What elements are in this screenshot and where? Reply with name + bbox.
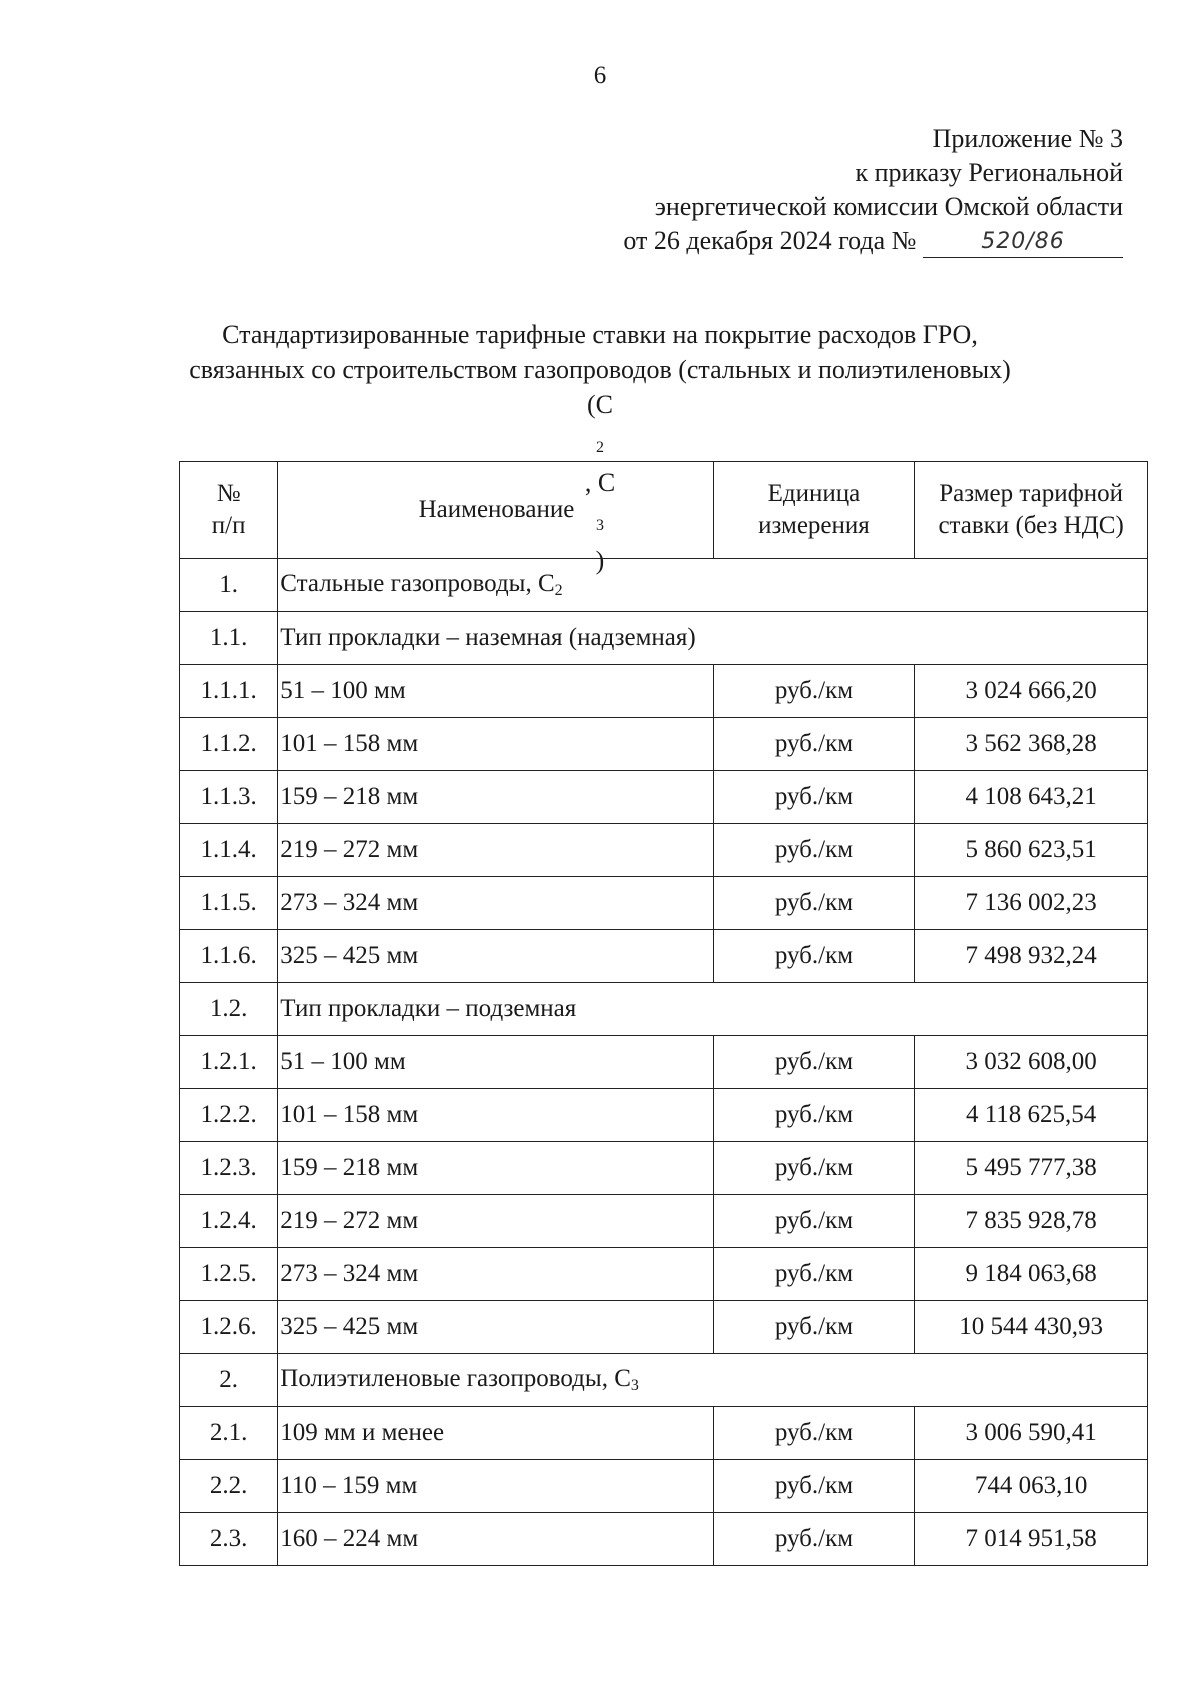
table-row bbox=[180, 1248, 1148, 1301]
table-section-row bbox=[180, 612, 1148, 665]
header-rate: Размер тарифной ставки (без НДС) bbox=[915, 462, 1148, 559]
appendix-title: Приложение № 3 bbox=[932, 124, 1123, 153]
item-unit: руб./км bbox=[713, 1460, 915, 1513]
table-row bbox=[180, 877, 1148, 930]
order-number-field bbox=[923, 227, 1123, 258]
row-number: 1.1.6. bbox=[180, 930, 278, 983]
row-number: 1.2.2. bbox=[180, 1089, 278, 1142]
item-unit: руб./км bbox=[713, 1248, 915, 1301]
row-number: 2. bbox=[180, 1354, 278, 1407]
table-row bbox=[180, 1407, 1148, 1460]
item-name: 325 – 425 мм bbox=[278, 1301, 713, 1354]
item-unit: руб./км bbox=[713, 1142, 915, 1195]
tariff-rates-table bbox=[179, 461, 1148, 1566]
title-line-3: (С $_2$ , С $_3$ ) bbox=[584, 390, 616, 575]
item-rate: 3 032 608,00 bbox=[915, 1036, 1148, 1089]
item-name: 110 – 159 мм bbox=[278, 1460, 713, 1513]
item-rate: 744 063,10 bbox=[915, 1460, 1148, 1513]
appendix-order-ref: к приказу Региональной bbox=[855, 158, 1123, 187]
item-rate: 7 835 928,78 bbox=[915, 1195, 1148, 1248]
item-unit: руб./км bbox=[713, 1407, 915, 1460]
item-rate: 4 118 625,54 bbox=[915, 1089, 1148, 1142]
row-number: 1.1.5. bbox=[180, 877, 278, 930]
table-row bbox=[180, 1301, 1148, 1354]
item-name: 159 – 218 мм bbox=[278, 771, 713, 824]
item-name: 51 – 100 мм bbox=[278, 1036, 713, 1089]
item-unit: руб./км bbox=[713, 665, 915, 718]
table-row bbox=[180, 1195, 1148, 1248]
item-rate: 9 184 063,68 bbox=[915, 1248, 1148, 1301]
row-number: 1.1. bbox=[180, 612, 278, 665]
section-name: Полиэтиленовые газопроводы, $С_3$ bbox=[278, 1354, 1148, 1407]
table-row bbox=[180, 824, 1148, 877]
item-rate: 3 562 368,28 bbox=[915, 718, 1148, 771]
row-number: 1.2.5. bbox=[180, 1248, 278, 1301]
section-name: Тип прокладки – подземная bbox=[278, 983, 1148, 1036]
table-section-row bbox=[180, 1354, 1148, 1407]
appendix-header bbox=[623, 122, 1123, 258]
row-number: 2.1. bbox=[180, 1407, 278, 1460]
item-unit: руб./км bbox=[713, 1089, 915, 1142]
section-name: Стальные газопроводы, $С_2$ bbox=[278, 559, 1148, 612]
row-number: 2.2. bbox=[180, 1460, 278, 1513]
item-name: 109 мм и менее bbox=[278, 1407, 713, 1460]
table-row bbox=[180, 665, 1148, 718]
row-number: 1.1.3. bbox=[180, 771, 278, 824]
table-header-row bbox=[180, 462, 1148, 559]
table-row bbox=[180, 718, 1148, 771]
appendix-commission: энергетической комиссии Омской области bbox=[654, 192, 1123, 221]
table-row bbox=[180, 771, 1148, 824]
appendix-date: от 26 декабря 2024 года № bbox=[623, 226, 917, 255]
page-number: 6 bbox=[593, 62, 607, 89]
item-rate: 10 544 430,93 bbox=[915, 1301, 1148, 1354]
item-rate: 5 495 777,38 bbox=[915, 1142, 1148, 1195]
section-name: Тип прокладки – наземная (надземная) bbox=[278, 612, 1148, 665]
table-row bbox=[180, 1513, 1148, 1566]
row-number: 1.2.4. bbox=[180, 1195, 278, 1248]
item-unit: руб./км bbox=[713, 1195, 915, 1248]
row-number: 1.1.4. bbox=[180, 824, 278, 877]
item-unit: руб./км bbox=[713, 1036, 915, 1089]
row-number: 1.2. bbox=[180, 983, 278, 1036]
item-unit: руб./км bbox=[713, 824, 915, 877]
appendix-date-line bbox=[623, 224, 1123, 258]
table-row bbox=[180, 1089, 1148, 1142]
item-rate: 7 014 951,58 bbox=[915, 1513, 1148, 1566]
item-unit: руб./км bbox=[713, 1301, 915, 1354]
row-number: 1.2.3. bbox=[180, 1142, 278, 1195]
item-unit: руб./км bbox=[713, 718, 915, 771]
item-name: 273 – 324 мм bbox=[278, 877, 713, 930]
item-name: 273 – 324 мм bbox=[278, 1248, 713, 1301]
row-number: 1.1.2. bbox=[180, 718, 278, 771]
header-name: Наименование bbox=[278, 462, 713, 559]
table-row bbox=[180, 1036, 1148, 1089]
item-name: 51 – 100 мм bbox=[278, 665, 713, 718]
row-number: 1. bbox=[180, 559, 278, 612]
item-rate: 7 136 002,23 bbox=[915, 877, 1148, 930]
item-unit: руб./км bbox=[713, 771, 915, 824]
item-name: 219 – 272 мм bbox=[278, 1195, 713, 1248]
table-row bbox=[180, 1142, 1148, 1195]
row-number: 2.3. bbox=[180, 1513, 278, 1566]
item-unit: руб./км bbox=[713, 1513, 915, 1566]
item-name: 101 – 158 мм bbox=[278, 718, 713, 771]
table-section-row bbox=[180, 983, 1148, 1036]
header-num: № п/п bbox=[180, 462, 278, 559]
item-name: 219 – 272 мм bbox=[278, 824, 713, 877]
order-number-handwritten: 520/86 bbox=[981, 229, 1065, 254]
item-name: 101 – 158 мм bbox=[278, 1089, 713, 1142]
item-unit: руб./км bbox=[713, 877, 915, 930]
row-number: 1.2.6. bbox=[180, 1301, 278, 1354]
title-line-1: Стандартизированные тарифные ставки на покрытие расходов ГРО, bbox=[222, 320, 978, 349]
item-rate: 3 024 666,20 bbox=[915, 665, 1148, 718]
item-rate: 4 108 643,21 bbox=[915, 771, 1148, 824]
table-section-row bbox=[180, 559, 1148, 612]
item-unit: руб./км bbox=[713, 930, 915, 983]
title-line-2: связанных со строительством газопроводов (стальных и полиэтиленовых) bbox=[189, 355, 1011, 384]
table-row bbox=[180, 930, 1148, 983]
table-row bbox=[180, 1460, 1148, 1513]
header-unit: Единица измерения bbox=[713, 462, 915, 559]
row-number: 1.2.1. bbox=[180, 1036, 278, 1089]
item-rate: 5 860 623,51 bbox=[915, 824, 1148, 877]
row-number: 1.1.1. bbox=[180, 665, 278, 718]
item-name: 159 – 218 мм bbox=[278, 1142, 713, 1195]
item-name: 325 – 425 мм bbox=[278, 930, 713, 983]
item-name: 160 – 224 мм bbox=[278, 1513, 713, 1566]
item-rate: 3 006 590,41 bbox=[915, 1407, 1148, 1460]
item-rate: 7 498 932,24 bbox=[915, 930, 1148, 983]
